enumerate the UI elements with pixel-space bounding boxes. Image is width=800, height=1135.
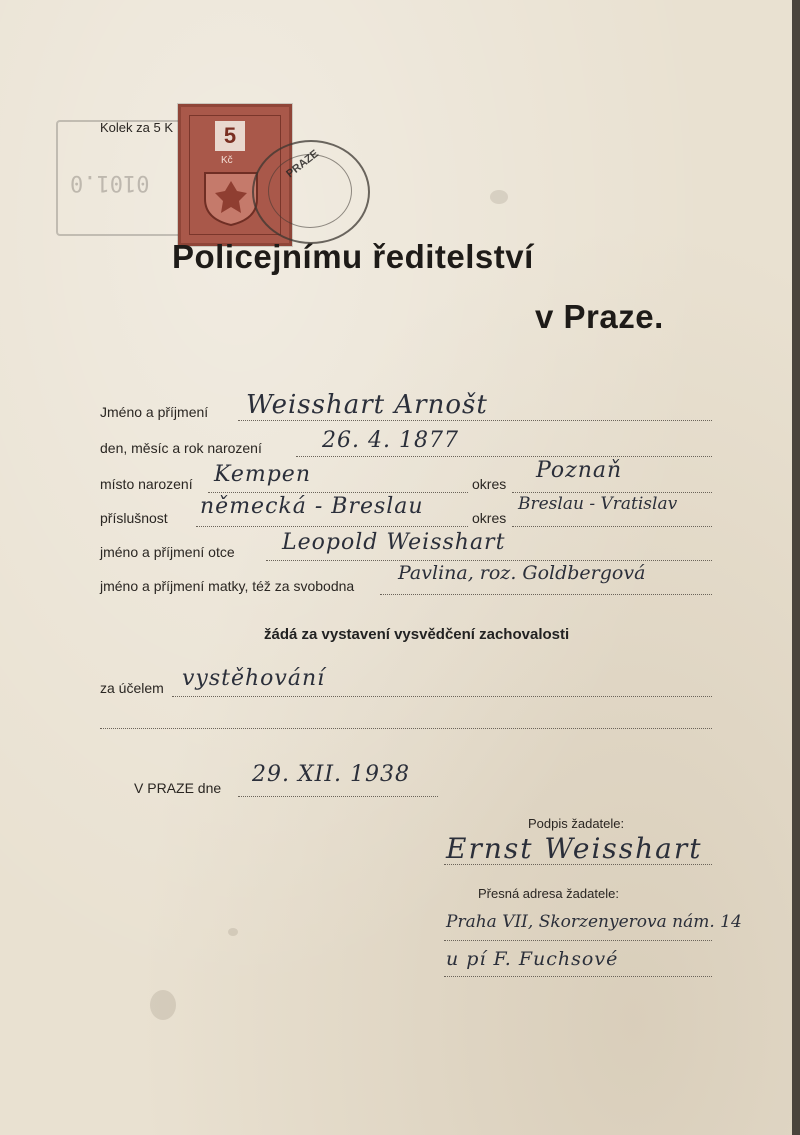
name-value: Weisshart Arnošt (246, 390, 488, 420)
mother-value: Pavlina, roz. Goldbergová (398, 562, 646, 584)
citizenship-line (196, 526, 468, 527)
birthdate-line (296, 456, 712, 457)
revenue-stamp-value: 5 (215, 121, 245, 151)
date-label: V PRAZE dne (134, 780, 222, 796)
date-value: 29. XII. 1938 (252, 762, 410, 787)
address-line-2 (444, 976, 712, 977)
kolek-label: Kolek za 5 K (100, 120, 173, 135)
father-line (266, 560, 712, 561)
paper-stain (150, 990, 176, 1020)
birthdate-label: den, měsíc a rok narození (100, 440, 262, 456)
title-line-1: Policejnímu ředitelství (172, 238, 534, 275)
address-value-1: Praha VII, Skorzenyerova nám. 14 (446, 912, 742, 932)
request-text: žádá za vystavení vysvědčení zachovalosti (264, 626, 570, 643)
name-line (238, 420, 712, 421)
date-line (238, 796, 438, 797)
purpose-line (172, 696, 712, 697)
mother-line (380, 594, 712, 595)
citizenship-label: příslušnost (100, 510, 168, 526)
purpose-value: vystěhování (182, 666, 326, 691)
signature-value: Ernst Weisshart (446, 832, 703, 865)
birthdate-value: 26. 4. 1877 (322, 428, 459, 453)
district-label-2: okres (472, 510, 507, 526)
purpose-line-2 (100, 728, 712, 729)
district-line-1 (512, 492, 712, 493)
scan-edge (792, 0, 800, 1135)
address-value-2: u pí F. Fuchsové (446, 948, 619, 970)
district-label-1: okres (472, 476, 507, 492)
birthplace-value: Kempen (214, 462, 311, 487)
name-label: Jméno a příjmení (100, 404, 209, 420)
rectangular-stamp-text: 0101.0 (70, 170, 150, 195)
address-label: Přesná adresa žadatele: (478, 886, 619, 901)
district-value-1: Poznaň (536, 458, 623, 483)
paper-stain (228, 928, 238, 936)
round-postmark (252, 140, 370, 244)
paper-stain (490, 190, 508, 204)
father-value: Leopold Weisshart (282, 530, 506, 555)
citizenship-value: německá - Breslau (200, 494, 424, 519)
district-value-2: Breslau - Vratislav (518, 494, 678, 514)
birthplace-line (208, 492, 468, 493)
mother-label: jméno a příjmení matky, též za svobodna (100, 578, 355, 594)
purpose-label: za účelem (100, 680, 164, 696)
birthplace-label: místo narození (100, 476, 193, 492)
address-line-1 (444, 940, 712, 941)
postmark-text: PRAZE (284, 147, 322, 181)
father-label: jméno a příjmení otce (100, 544, 235, 560)
revenue-stamp-unit: Kč (221, 155, 233, 166)
district-line-2 (512, 526, 712, 527)
signature-label: Podpis žadatele: (528, 816, 625, 831)
title-line-2: v Praze. (535, 298, 664, 335)
